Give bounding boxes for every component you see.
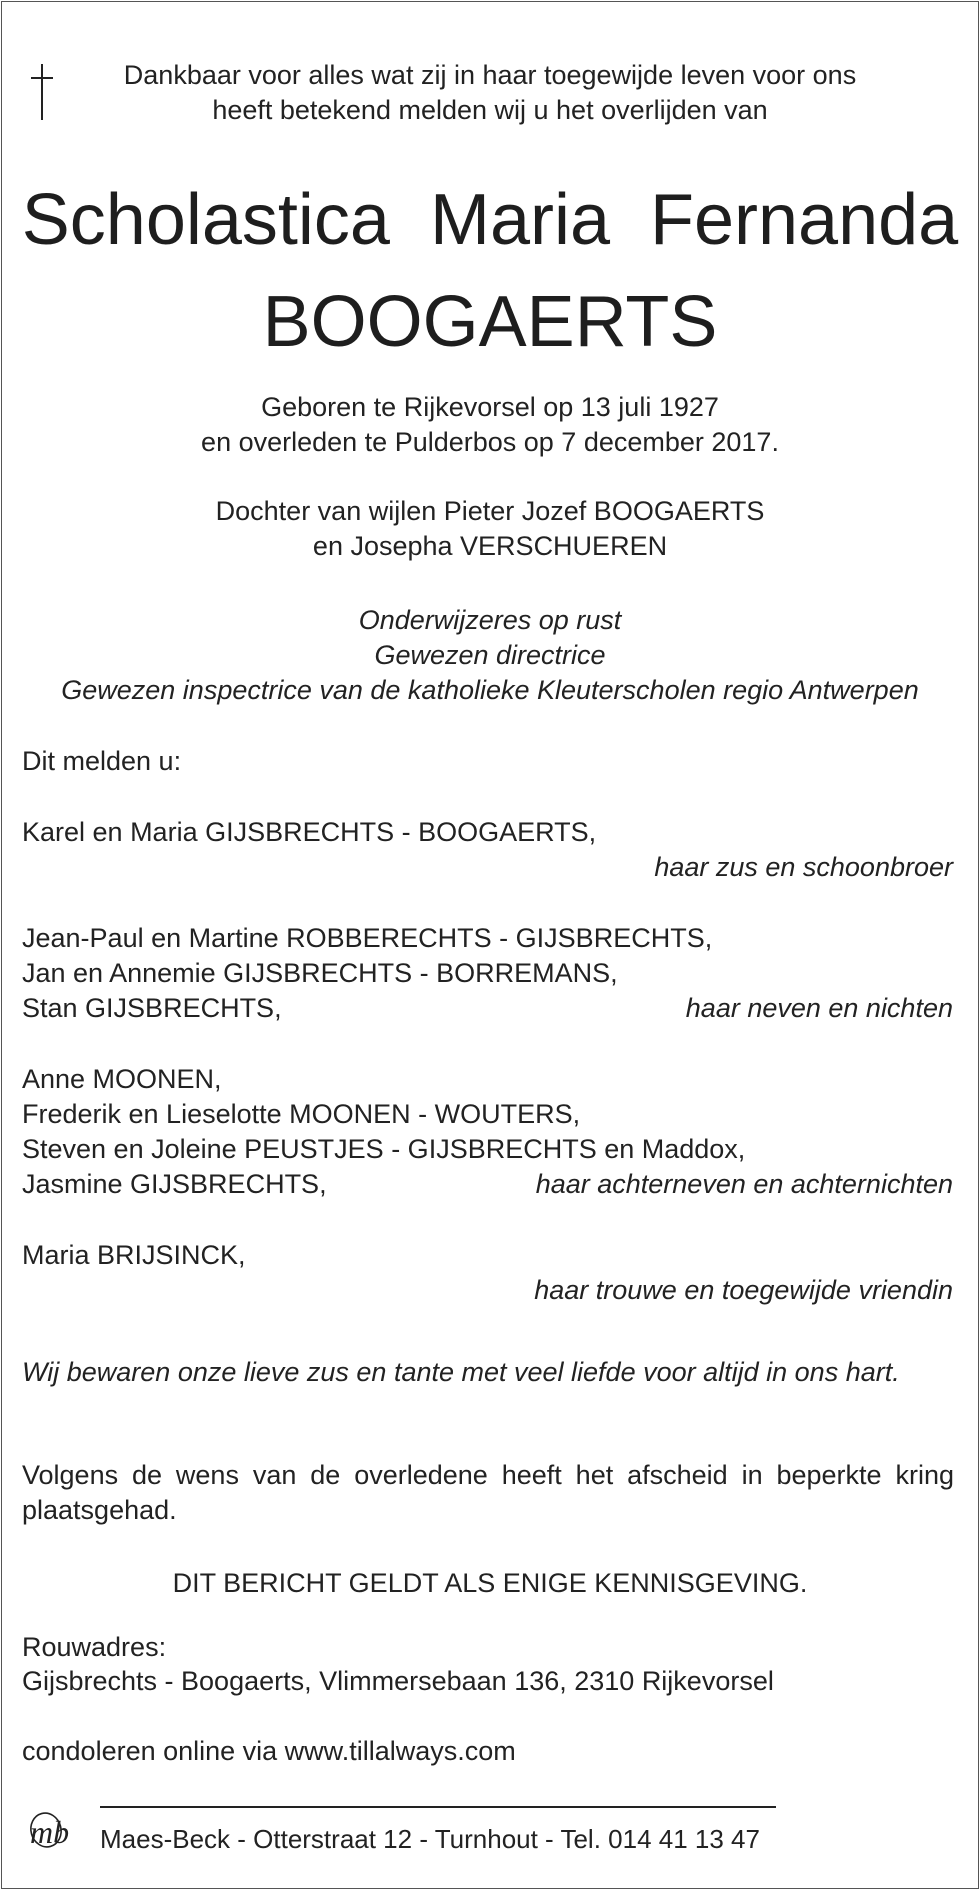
- online-condolence-line: condoleren online via www.tillalways.com: [22, 1736, 516, 1766]
- relation-label: haar trouwe en toegewijde vriendin: [534, 1275, 953, 1305]
- family-name-line: Steven en Joleine PEUSTJES - GIJSBRECHTS en Maddox,: [22, 1134, 746, 1164]
- relation-label: haar neven en nichten: [685, 993, 953, 1023]
- family-name-line: Frederik en Lieselotte MOONEN - WOUTERS,: [22, 1099, 581, 1129]
- notice-line: DIT BERICHT GELDT ALS ENIGE KENNISGEVING.: [172, 1568, 808, 1598]
- intro-line-2: heeft betekend melden wij u het overlijden van: [212, 95, 768, 125]
- logo-text: mb: [30, 1814, 70, 1850]
- address-value: Gijsbrechts - Boogaerts, Vlimmersebaan 136, 2310 Rijkevorsel: [22, 1666, 774, 1696]
- title-line: Onderwijzeres op rust: [358, 605, 622, 635]
- relation-label: haar zus en schoonbroer: [654, 852, 953, 882]
- deceased-surname: BOOGAERTS: [262, 282, 718, 362]
- family-name-line: Anne MOONEN,: [22, 1064, 222, 1094]
- birth-line: Geboren te Rijkevorsel op 13 juli 1927: [261, 392, 719, 422]
- family-name-line: Karel en Maria GIJSBRECHTS - BOOGAERTS,: [22, 817, 597, 847]
- death-line: en overleden te Pulderbos op 7 december 2017.: [201, 427, 779, 457]
- address-label: Rouwadres:: [22, 1632, 167, 1662]
- family-name-line: Maria BRIJSINCK,: [22, 1240, 246, 1270]
- announce-intro: Dit melden u:: [22, 746, 182, 776]
- family-name-line: Jasmine GIJSBRECHTS,: [22, 1169, 327, 1199]
- parents-line-1: Dochter van wijlen Pieter Jozef BOOGAERTS: [215, 496, 765, 526]
- memory-line: Wij bewaren onze lieve zus en tante met veel liefde voor altijd in ons hart.: [22, 1357, 900, 1387]
- family-name-line: Stan GIJSBRECHTS,: [22, 993, 282, 1023]
- parents-line-2: en Josepha VERSCHUEREN: [312, 531, 668, 561]
- family-name-line: Jean-Paul en Martine ROBBERECHTS - GIJSBRECHTS,: [22, 923, 713, 953]
- relation-label: haar achterneven en achternichten: [535, 1169, 953, 1199]
- farewell-line-2: plaatsgehad.: [22, 1495, 177, 1525]
- footer-text: Maes-Beck - Otterstraat 12 - Turnhout - Tel. 014 41 13 47: [100, 1824, 760, 1854]
- intro-line-1: Dankbaar voor alles wat zij in haar toegewijde leven voor ons: [123, 60, 857, 90]
- family-name-line: Jan en Annemie GIJSBRECHTS - BORREMANS,: [22, 958, 618, 988]
- title-line: Gewezen directrice: [374, 640, 606, 670]
- deceased-given-names: Scholastica Maria Fernanda: [21, 180, 959, 260]
- farewell-line-1: Volgens de wens van de overledene heeft het afscheid in beperkte kring: [22, 1460, 954, 1490]
- title-line: Gewezen inspectrice van de katholieke Kleuterscholen regio Antwerpen: [61, 675, 919, 705]
- footer-divider: [100, 1806, 776, 1808]
- funeral-home-logo: [22, 1808, 86, 1854]
